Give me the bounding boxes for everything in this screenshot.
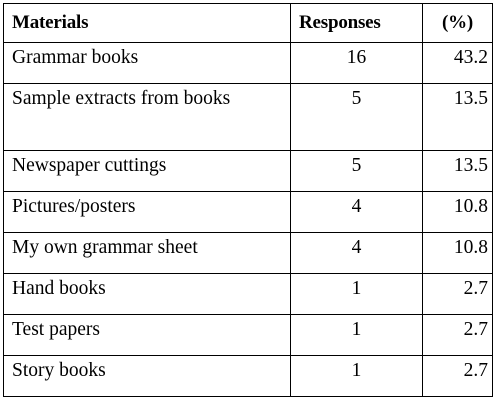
table-row bbox=[4, 151, 493, 192]
header-percent: (%) bbox=[423, 4, 493, 43]
percent-cell: 2.7 bbox=[423, 274, 493, 315]
percent-cell: 10.8 bbox=[423, 233, 493, 274]
material-cell: Story books bbox=[4, 356, 291, 397]
responses-cell: 1 bbox=[291, 315, 423, 356]
table-row bbox=[4, 356, 493, 397]
responses-cell: 1 bbox=[291, 356, 423, 397]
table-header-row bbox=[4, 4, 493, 43]
responses-cell: 5 bbox=[291, 84, 423, 151]
material-cell: Pictures/posters bbox=[4, 192, 291, 233]
table-row bbox=[4, 192, 493, 233]
percent-cell: 13.5 bbox=[423, 84, 493, 151]
material-cell: Test papers bbox=[4, 315, 291, 356]
header-responses: Responses bbox=[291, 4, 423, 43]
table-row bbox=[4, 43, 493, 84]
responses-cell: 5 bbox=[291, 151, 423, 192]
percent-cell: 2.7 bbox=[423, 356, 493, 397]
table-row bbox=[4, 315, 493, 356]
percent-cell: 43.2 bbox=[423, 43, 493, 84]
percent-cell: 2.7 bbox=[423, 315, 493, 356]
material-cell: Newspaper cuttings bbox=[4, 151, 291, 192]
materials-table-container bbox=[3, 3, 493, 397]
responses-cell: 16 bbox=[291, 43, 423, 84]
responses-cell: 4 bbox=[291, 233, 423, 274]
responses-cell: 4 bbox=[291, 192, 423, 233]
table-row bbox=[4, 233, 493, 274]
table-row bbox=[4, 274, 493, 315]
material-cell: Hand books bbox=[4, 274, 291, 315]
percent-cell: 13.5 bbox=[423, 151, 493, 192]
header-materials: Materials bbox=[4, 4, 291, 43]
responses-cell: 1 bbox=[291, 274, 423, 315]
material-cell: Sample extracts from books bbox=[4, 84, 291, 151]
percent-cell: 10.8 bbox=[423, 192, 493, 233]
material-cell: My own grammar sheet bbox=[4, 233, 291, 274]
material-cell: Grammar books bbox=[4, 43, 291, 84]
table-row bbox=[4, 84, 493, 151]
materials-table bbox=[3, 3, 493, 397]
